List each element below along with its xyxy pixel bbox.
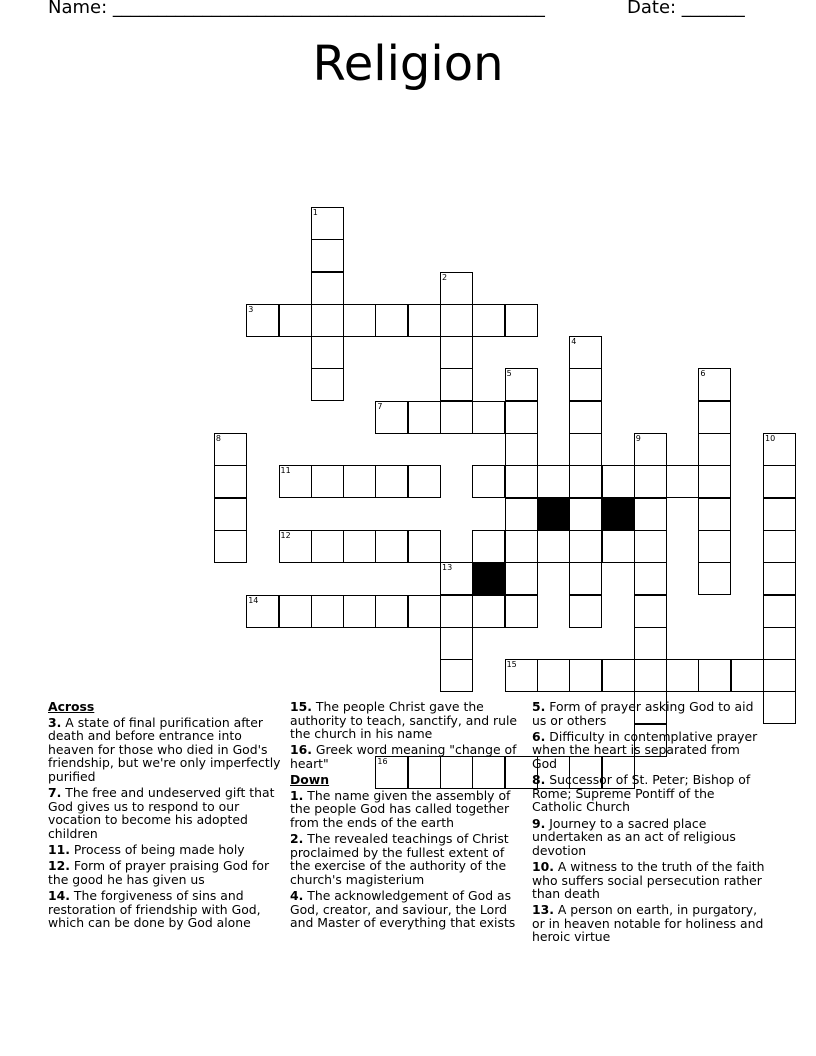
clue-number: 15 <box>506 660 517 670</box>
grid-cell[interactable] <box>569 659 602 692</box>
grid-cell[interactable] <box>634 659 667 692</box>
clue-item-number: 4. <box>290 888 304 904</box>
clue-item-number: 14. <box>48 888 70 904</box>
grid-cell[interactable] <box>408 595 441 628</box>
clue-number: 12 <box>280 530 291 540</box>
grid-cell[interactable] <box>731 659 764 692</box>
name-field-label: Name: ________________________________________________ <box>48 0 545 18</box>
clue-item-number: 16. <box>290 742 312 758</box>
grid-cell-12[interactable] <box>279 530 312 563</box>
grid-cell[interactable] <box>440 659 473 692</box>
grid-cell[interactable] <box>634 498 667 531</box>
clue-number: 3 <box>248 304 254 314</box>
grid-cell[interactable] <box>343 595 376 628</box>
clue-item-number: 8. <box>532 772 546 788</box>
grid-cell-10[interactable] <box>763 433 796 466</box>
grid-cell-15[interactable] <box>505 659 538 692</box>
grid-cell[interactable] <box>505 433 538 466</box>
grid-cell[interactable] <box>763 595 796 628</box>
clue-item-number: 7. <box>48 785 62 801</box>
grid-cell[interactable] <box>698 562 731 595</box>
clue-item <box>290 700 526 741</box>
clue-column-2 <box>290 700 526 932</box>
grid-cell[interactable] <box>440 336 473 369</box>
clue-item <box>532 773 768 814</box>
clue-item-text: The forgiveness of sins and restoration of friendship with God, which can be done by God alone <box>48 888 261 931</box>
clue-number: 4 <box>571 337 577 347</box>
black-square <box>602 498 635 531</box>
clue-item-text: A witness to the truth of the faith who suffers social persecution rather than death <box>532 858 765 902</box>
grid-cell[interactable] <box>763 530 796 563</box>
clue-item-number: 13. <box>532 902 554 918</box>
grid-cell[interactable] <box>763 498 796 531</box>
clue-number: 2 <box>442 272 448 282</box>
clue-item-text: Form of prayer praising God for the good he has given us <box>48 858 270 887</box>
grid-cell[interactable] <box>763 627 796 660</box>
clue-item-text: The name given the assembly of the people God has called together from the ends of the earth <box>290 787 511 830</box>
clue-item-text: Successor of St. Peter; Bishop of Rome; Supreme Pontiff of the Catholic Church <box>532 772 751 815</box>
clue-item-number: 10. <box>532 858 554 874</box>
page-title: Religion <box>312 36 504 92</box>
grid-cell[interactable] <box>698 465 731 498</box>
clue-item-number: 1. <box>290 787 304 803</box>
grid-cell[interactable] <box>472 595 505 628</box>
grid-cell[interactable] <box>569 401 602 434</box>
grid-cell[interactable] <box>408 465 441 498</box>
clue-section-heading: Across <box>48 699 95 714</box>
grid-cell[interactable] <box>505 304 538 337</box>
grid-cell[interactable] <box>569 530 602 563</box>
grid-cell[interactable] <box>505 595 538 628</box>
grid-cell[interactable] <box>472 401 505 434</box>
clue-item-text: The free and undeserved gift that God gives us to respond to our vocation to become his adopted children <box>48 785 275 841</box>
grid-cell[interactable] <box>537 465 570 498</box>
grid-cell[interactable] <box>408 304 441 337</box>
grid-cell[interactable] <box>472 304 505 337</box>
grid-cell[interactable] <box>602 659 635 692</box>
clue-item-text: The people Christ gave the authority to teach, sanctify, and rule the church in his name <box>290 699 518 742</box>
grid-cell-9[interactable] <box>634 433 667 466</box>
grid-cell[interactable] <box>505 465 538 498</box>
grid-cell-7[interactable] <box>375 401 408 434</box>
grid-cell[interactable] <box>634 595 667 628</box>
grid-cell[interactable] <box>505 562 538 595</box>
black-square <box>472 562 505 595</box>
grid-cell[interactable] <box>311 239 344 272</box>
clue-item <box>532 730 768 771</box>
grid-cell[interactable] <box>279 595 312 628</box>
grid-cell[interactable] <box>375 465 408 498</box>
grid-cell[interactable] <box>505 401 538 434</box>
grid-cell[interactable] <box>569 498 602 531</box>
grid-cell[interactable] <box>440 595 473 628</box>
clue-item-text: Process of being made holy <box>69 842 245 858</box>
grid-cell[interactable] <box>375 595 408 628</box>
clue-item-text: Difficulty in contemplative prayer when the heart is separated from God <box>532 728 758 771</box>
clue-number: 5 <box>506 369 512 379</box>
grid-cell[interactable] <box>698 530 731 563</box>
grid-cell[interactable] <box>311 595 344 628</box>
grid-cell[interactable] <box>666 465 699 498</box>
clue-item <box>532 817 768 858</box>
grid-cell-3[interactable] <box>246 304 279 337</box>
grid-cell[interactable] <box>343 304 376 337</box>
grid-cell[interactable] <box>311 304 344 337</box>
grid-cell[interactable] <box>375 530 408 563</box>
black-square <box>537 498 570 531</box>
grid-cell[interactable] <box>698 401 731 434</box>
clue-item-text: Form of prayer asking God to aid us or others <box>532 699 754 728</box>
grid-cell-6[interactable] <box>698 368 731 401</box>
clue-number: 10 <box>765 434 776 443</box>
grid-cell[interactable] <box>634 465 667 498</box>
grid-cell[interactable] <box>375 304 408 337</box>
clue-item-number: 11. <box>48 842 70 858</box>
grid-cell[interactable] <box>537 530 570 563</box>
grid-cell[interactable] <box>505 530 538 563</box>
clue-number: 9 <box>635 434 641 443</box>
clue-item <box>290 832 526 886</box>
grid-cell[interactable] <box>311 465 344 498</box>
clue-number: 16 <box>377 757 388 766</box>
clue-item <box>532 903 768 944</box>
clue-item-number: 5. <box>532 699 546 714</box>
clue-item <box>48 889 284 930</box>
grid-cell[interactable] <box>408 530 441 563</box>
grid-cell[interactable] <box>763 465 796 498</box>
clue-item <box>48 786 284 840</box>
clue-column-3 <box>532 700 768 947</box>
clue-item-number: 3. <box>48 714 62 730</box>
clue-item-number: 6. <box>532 728 546 744</box>
grid-cell-14[interactable] <box>246 595 279 628</box>
grid-cell[interactable] <box>440 304 473 337</box>
grid-cell[interactable] <box>602 530 635 563</box>
grid-cell[interactable] <box>343 465 376 498</box>
clue-item-text: Journey to a sacred place undertaken as an act of religious devotion <box>532 815 736 858</box>
clue-item-number: 12. <box>48 858 70 874</box>
grid-cell-11[interactable] <box>279 465 312 498</box>
clue-number: 14 <box>248 595 259 605</box>
grid-cell[interactable] <box>408 401 441 434</box>
clue-item <box>532 700 768 727</box>
clue-item <box>290 789 526 830</box>
grid-cell[interactable] <box>569 368 602 401</box>
clue-number: 11 <box>280 466 291 476</box>
grid-cell[interactable] <box>666 659 699 692</box>
grid-cell[interactable] <box>311 336 344 369</box>
clue-item-text: A state of final purification after death and before entrance into heaven for those who died in God's friendship, but we're only imperfectly purified <box>48 714 281 784</box>
grid-cell[interactable] <box>214 465 247 498</box>
grid-cell[interactable] <box>634 562 667 595</box>
date-field-label: Date: _______ <box>627 0 745 18</box>
grid-cell[interactable] <box>472 530 505 563</box>
grid-cell[interactable] <box>537 659 570 692</box>
clue-item <box>48 859 284 886</box>
grid-cell[interactable] <box>440 627 473 660</box>
grid-cell[interactable] <box>569 433 602 466</box>
grid-cell-13[interactable] <box>440 562 473 595</box>
grid-cell[interactable] <box>214 530 247 563</box>
clue-number: 8 <box>215 434 221 443</box>
clue-item-text: Greek word meaning "change of heart" <box>290 742 517 771</box>
clue-number: 1 <box>312 207 318 217</box>
clue-number: 13 <box>442 563 453 573</box>
clue-item <box>290 889 526 930</box>
grid-cell[interactable] <box>440 401 473 434</box>
clue-column-1 <box>48 700 284 932</box>
grid-cell[interactable] <box>602 465 635 498</box>
grid-cell-2[interactable] <box>440 272 473 305</box>
grid-cell-1[interactable] <box>311 207 344 240</box>
clue-item-text: The revealed teachings of Christ proclaimed by the fullest extent of the exercise of the authority of the church's magisterium <box>290 831 509 887</box>
clue-number: 7 <box>377 401 383 411</box>
grid-cell-8[interactable] <box>214 433 247 466</box>
grid-cell-4[interactable] <box>569 336 602 369</box>
grid-cell[interactable] <box>311 272 344 305</box>
grid-cell[interactable] <box>569 562 602 595</box>
grid-cell[interactable] <box>214 498 247 531</box>
clue-item <box>532 860 768 901</box>
grid-cell[interactable] <box>343 530 376 563</box>
grid-cell[interactable] <box>472 465 505 498</box>
grid-cell-5[interactable] <box>505 368 538 401</box>
grid-cell[interactable] <box>279 304 312 337</box>
grid-cell[interactable] <box>634 530 667 563</box>
grid-cell[interactable] <box>569 465 602 498</box>
clue-item-text: A person on earth, in purgatory, or in heaven notable for holiness and heroic virtue <box>532 902 764 945</box>
grid-cell[interactable] <box>569 595 602 628</box>
grid-cell[interactable] <box>505 498 538 531</box>
grid-cell[interactable] <box>311 368 344 401</box>
grid-cell[interactable] <box>698 433 731 466</box>
clue-item-number: 9. <box>532 815 546 831</box>
clue-number: 6 <box>700 369 706 379</box>
grid-cell[interactable] <box>634 627 667 660</box>
grid-cell[interactable] <box>763 659 796 692</box>
clue-item-number: 15. <box>290 699 312 714</box>
clue-item <box>48 716 284 784</box>
grid-cell[interactable] <box>440 368 473 401</box>
clue-item <box>290 743 526 770</box>
grid-cell[interactable] <box>698 659 731 692</box>
grid-cell[interactable] <box>763 562 796 595</box>
grid-cell[interactable] <box>698 498 731 531</box>
clue-section-heading: Down <box>290 772 330 788</box>
clue-item <box>48 843 284 857</box>
clue-item-number: 2. <box>290 831 304 847</box>
clue-item-text: The acknowledgement of God as God, creator, and saviour, the Lord and Master of everything that exists <box>290 888 516 931</box>
grid-cell[interactable] <box>311 530 344 563</box>
